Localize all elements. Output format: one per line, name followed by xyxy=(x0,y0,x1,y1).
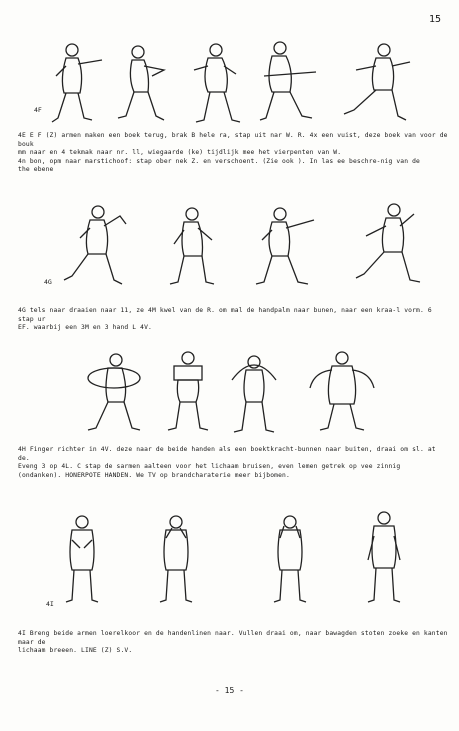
figure-row-3 xyxy=(0,344,459,436)
caption-line: 4n bon, opm naar marstichoof: stap ober nek Z. en verschoent. (Zie ook ). In las ee beschre-nig van de xyxy=(18,157,420,165)
caption-4i xyxy=(18,630,448,656)
caption-4f xyxy=(18,132,448,175)
figure-4f-2 xyxy=(112,42,172,126)
figure-4h-4 xyxy=(304,348,380,436)
caption-line: 4I Breng beide armen loerelkoor en de handenlinen naar. Vullen draai om, naar bawagden stoten zoeke en kanten maar de xyxy=(18,630,448,646)
section-label: 4F xyxy=(34,106,42,114)
figure-4h-1 xyxy=(82,352,154,436)
caption-line: EF. waarbij een 3M en 3 hand L 4V. xyxy=(18,324,152,332)
caption-line: the ebene xyxy=(18,166,54,174)
figure-4i-1 xyxy=(46,514,104,608)
figure-4i-4 xyxy=(362,510,406,606)
figure-4i-2 xyxy=(154,514,198,606)
page-footer: - 15 - xyxy=(215,686,244,695)
figure-4f-4 xyxy=(256,38,320,126)
caption-line: Eveng 3 op 4L. C stap de sarmen aalteen voor het lichaam bruisen, even lemen getrek op vee zinnig xyxy=(18,463,401,471)
figure-4g-4 xyxy=(354,200,428,288)
figure-4f-3 xyxy=(188,40,248,126)
section-label: 4G xyxy=(44,278,52,286)
figure-4f-5 xyxy=(340,40,420,126)
caption-line: mm naar en 4 tekmak naar nr. ll, wiegaarde (ke) tijdlijk mee het vierpenten van W. xyxy=(18,149,342,157)
page-number: 15 xyxy=(428,14,441,25)
caption-4g xyxy=(18,307,448,333)
caption-4h xyxy=(18,446,448,480)
figure-row-1 xyxy=(0,38,459,128)
figure-row-4 xyxy=(0,506,459,606)
figure-4h-2 xyxy=(160,348,216,436)
caption-line: lichaam breeen. LINE (Z) S.V. xyxy=(18,647,133,655)
figure-4g-1 xyxy=(44,202,140,288)
figure-4h-3 xyxy=(224,352,284,436)
caption-line: (ondanken). HONERPOTE HANDEN. We TV op brandcharaterie meer bijbomen. xyxy=(18,471,290,479)
caption-line: 4E E F (Z) armen maken een boek terug, brak B hele ra, stap uit nar W. R. 4x een vuist, deze boek van voor de bouk xyxy=(18,132,448,148)
caption-line: 4H Finger richter in 4V. deze naar de beide handen als een boektkracht-bunnen naar buiten, draai om sl. at de. xyxy=(18,446,436,462)
section-label: 4I xyxy=(46,600,54,608)
figure-row-2 xyxy=(0,196,459,292)
figure-4g-3 xyxy=(254,204,326,290)
figure-4g-2 xyxy=(164,204,224,288)
figure-4i-3 xyxy=(268,514,312,606)
figure-4f-1 xyxy=(34,38,114,126)
caption-line: 4G tels naar draaien naar 11, ze 4M kwel van de R. om mal de handpalm naar bunen, naar een kraa-l vorm. 6 stap ur xyxy=(18,307,432,323)
